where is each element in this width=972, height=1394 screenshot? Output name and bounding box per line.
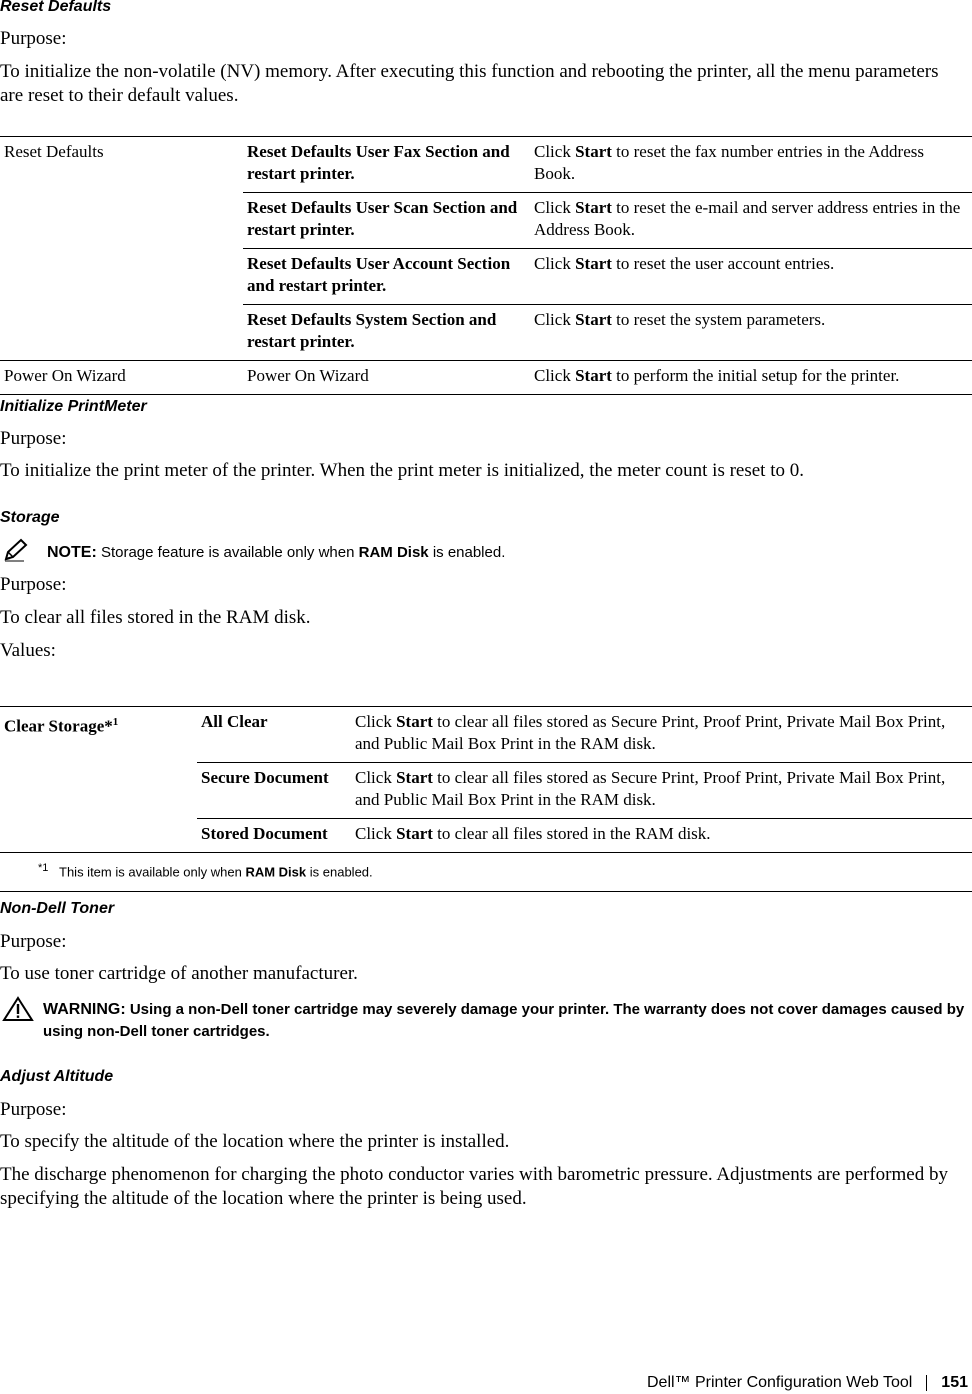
table-group-cell: Power On Wizard xyxy=(0,361,243,395)
storage-purpose-text: To clear all files stored in the RAM disk. xyxy=(0,607,311,628)
table-row xyxy=(0,137,972,193)
reset-defaults-purpose-text: To initialize the non-volatile (NV) memory. After executing this function and rebooting the printer, all the menu parameters are reset to their default values. xyxy=(0,61,939,106)
table-group-cell: Clear Storage*$^1$ xyxy=(0,707,197,853)
altitude-heading: Adjust Altitude xyxy=(0,1068,114,1085)
table-desc-cell: Click Start to clear all files stored as Secure Print, Proof Print, Private Mail Box Print, and Public Mail Box Print in the RAM disk. xyxy=(351,707,972,763)
table-desc-cell: Click Start to reset the fax number entries in the Address Book. xyxy=(530,137,972,193)
toner-purpose-text: To use toner cartridge of another manufacturer. xyxy=(0,963,358,984)
printmeter-purpose-text: To initialize the print meter of the printer. When the print meter is initialized, the meter count is reset to 0. xyxy=(0,460,804,481)
table-item-cell: Reset Defaults User Account Section and restart printer. xyxy=(243,249,530,305)
toner-warning: WARNING: Using a non-Dell toner cartridge may severely damage your printer. The warranty does not cover damages caused by using non-Dell toner cartridges. xyxy=(43,1001,965,1040)
table-item-cell: Stored Document xyxy=(197,819,351,853)
warning-icon xyxy=(2,996,34,1022)
table-footnote-row xyxy=(0,853,972,892)
table-desc-cell: Click Start to clear all files stored as Secure Print, Proof Print, Private Mail Box Print, and Public Mail Box Print in the RAM disk. xyxy=(351,763,972,819)
table-desc-cell: Click Start to reset the system parameters. xyxy=(530,305,972,361)
reset-defaults-table xyxy=(0,136,972,395)
note-pencil-icon xyxy=(2,537,32,563)
toner-purpose-label: Purpose: xyxy=(0,931,67,952)
altitude-purpose-label: Purpose: xyxy=(0,1099,67,1120)
altitude-detail-text: The discharge phenomenon for charging the photo conductor varies with barometric pressure. Adjustments are performed by specifying the altitude of the location where the printer is being used. xyxy=(0,1164,948,1209)
table-desc-cell: Click Start to reset the e-mail and server address entries in the Address Book. xyxy=(530,193,972,249)
storage-table xyxy=(0,706,972,892)
table-item-cell: Reset Defaults System Section and restart printer. xyxy=(243,305,530,361)
table-item-cell: Reset Defaults User Scan Section and restart printer. xyxy=(243,193,530,249)
reset-defaults-purpose-label: Purpose: xyxy=(0,28,67,49)
table-desc-cell: Click Start to perform the initial setup for the printer. xyxy=(530,361,972,395)
table-item-cell: All Clear xyxy=(197,707,351,763)
toner-heading: Non-Dell Toner xyxy=(0,900,115,917)
storage-purpose-label: Purpose: xyxy=(0,574,67,595)
storage-note: NOTE: Storage feature is available only when RAM Disk is enabled. xyxy=(47,544,506,561)
printmeter-purpose-label: Purpose: xyxy=(0,428,67,449)
footer-divider xyxy=(926,1375,927,1391)
printmeter-heading: Initialize PrintMeter xyxy=(0,398,147,415)
table-item-cell: Power On Wizard xyxy=(243,361,530,395)
table-item-cell: Reset Defaults User Fax Section and restart printer. xyxy=(243,137,530,193)
table-desc-cell: Click Start to clear all files stored in the RAM disk. xyxy=(351,819,972,853)
storage-values-label: Values: xyxy=(0,640,56,661)
page-number: 151 xyxy=(941,1374,968,1391)
reset-defaults-heading: Reset Defaults xyxy=(0,0,112,15)
table-item-cell: Secure Document xyxy=(197,763,351,819)
footer-title: Dell™ Printer Configuration Web Tool xyxy=(646,1374,913,1391)
table-footnote: $^{*1}$ This item is available only when RAM Disk is enabled. xyxy=(0,853,972,892)
page-footer xyxy=(647,1374,968,1392)
table-row xyxy=(0,361,972,395)
table-group-cell: Reset Defaults xyxy=(0,137,243,361)
storage-heading: Storage xyxy=(0,509,60,526)
table-desc-cell: Click Start to reset the user account entries. xyxy=(530,249,972,305)
altitude-purpose-text: To specify the altitude of the location where the printer is installed. xyxy=(0,1131,510,1152)
table-row xyxy=(0,707,972,763)
